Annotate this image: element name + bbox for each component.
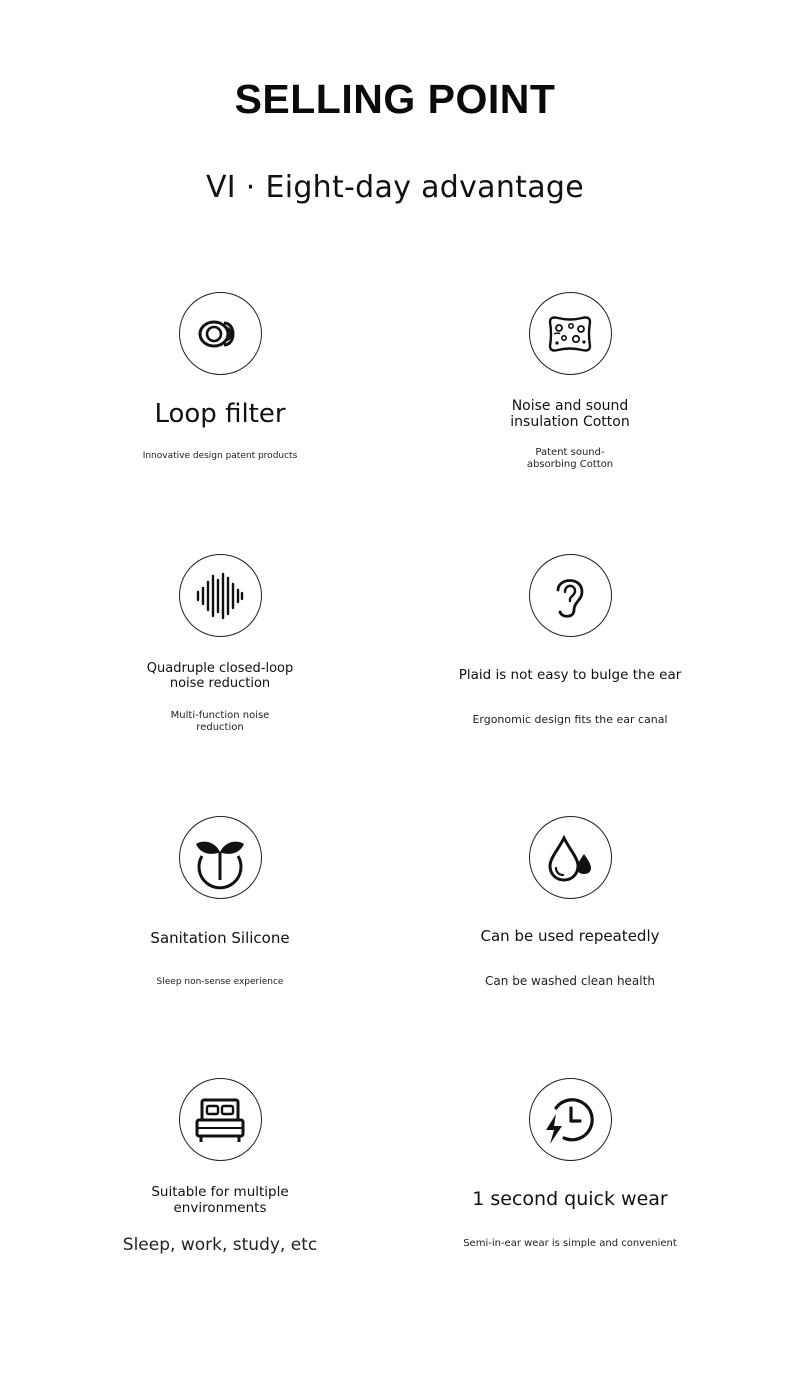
feature-icon-frame xyxy=(529,554,612,637)
feature-label: 1 second quick wear xyxy=(472,1188,668,1210)
feature-desc: Multi-function noise reduction xyxy=(170,710,270,733)
feature-insulation-cotton xyxy=(420,292,720,482)
feature-ear-fit xyxy=(420,554,720,744)
feature-desc: Sleep, work, study, etc xyxy=(122,1235,318,1255)
feature-sanitation-silicone xyxy=(70,816,370,1006)
feature-multiple-environments xyxy=(70,1078,370,1268)
sprout-icon xyxy=(192,830,248,886)
clock-bolt-icon xyxy=(542,1092,598,1148)
feature-closed-loop-noise xyxy=(70,554,370,744)
feature-icon-frame xyxy=(529,816,612,899)
feature-reusable xyxy=(420,816,720,1006)
feature-label: Noise and sound insulation Cotton xyxy=(510,398,630,431)
loop-filter-icon xyxy=(192,306,248,362)
feature-icon-frame xyxy=(179,292,262,375)
feature-icon-frame xyxy=(529,1078,612,1161)
ear-icon xyxy=(542,568,598,624)
sponge-cotton-icon xyxy=(542,306,598,362)
page-title: SELLING POINT xyxy=(234,76,556,122)
feature-desc: Ergonomic design fits the ear canal xyxy=(472,713,668,726)
sound-wave-icon xyxy=(192,568,248,624)
feature-label: Plaid is not easy to bulge the ear xyxy=(458,667,682,683)
feature-loop-filter xyxy=(70,292,370,482)
feature-icon-frame xyxy=(529,292,612,375)
feature-desc: Can be washed clean health xyxy=(485,974,655,988)
feature-icon-frame xyxy=(179,816,262,899)
page-subtitle: VI · Eight-day advantage xyxy=(205,170,585,205)
feature-desc: Innovative design patent products xyxy=(142,451,298,461)
bed-icon xyxy=(192,1092,248,1148)
feature-label: Quadruple closed-loop noise reduction xyxy=(146,661,294,691)
feature-icon-frame xyxy=(179,1078,262,1161)
feature-label: Can be used repeatedly xyxy=(480,927,660,945)
feature-quick-wear xyxy=(420,1078,720,1268)
feature-desc: Semi-in-ear wear is simple and convenient xyxy=(463,1238,677,1249)
feature-label: Suitable for multiple environments xyxy=(151,1184,289,1216)
feature-desc: Patent sound-absorbing Cotton xyxy=(526,447,614,470)
feature-icon-frame xyxy=(179,554,262,637)
feature-label: Sanitation Silicone xyxy=(150,929,290,947)
feature-desc: Sleep non-sense experience xyxy=(156,977,284,987)
water-drop-icon xyxy=(542,830,598,886)
feature-label: Loop filter xyxy=(154,399,286,429)
